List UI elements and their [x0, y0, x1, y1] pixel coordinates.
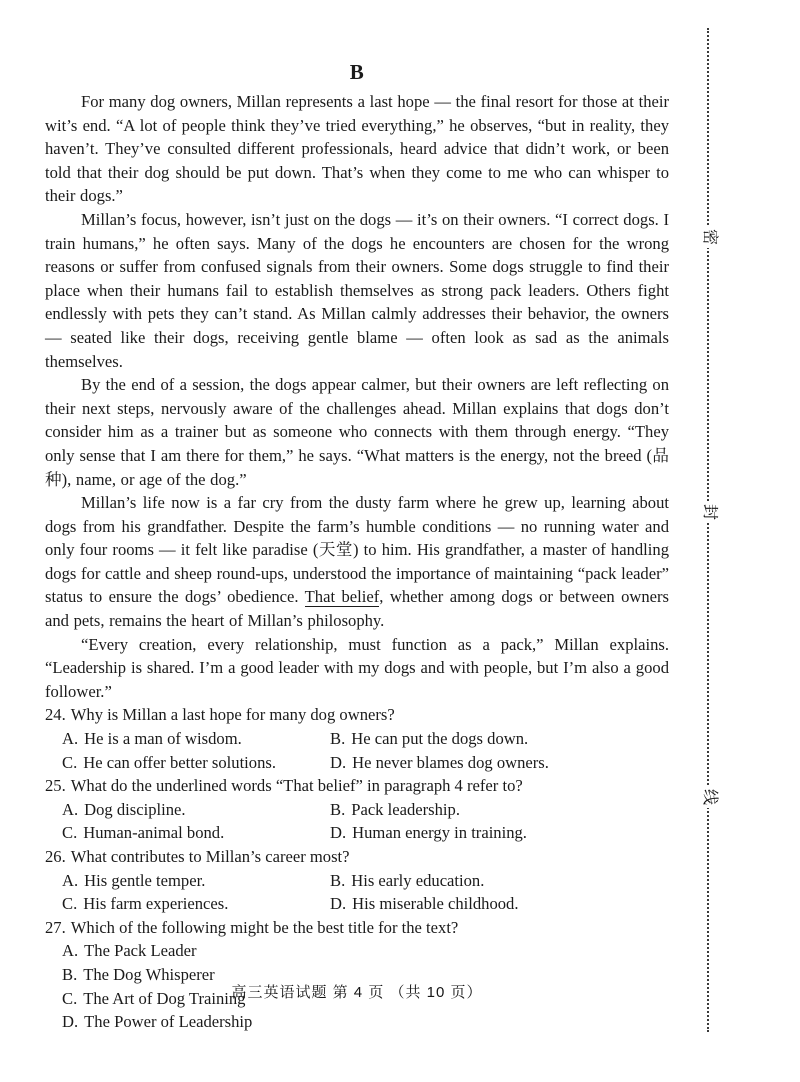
option-text: Human-animal bond.: [83, 823, 225, 843]
question-26-option-d: [330, 892, 669, 916]
paragraph-4-text-after: , whether among dogs or between owners and pets, remains the heart of Millan’s philosophy.: [45, 587, 669, 631]
question-27: [45, 916, 669, 1034]
question-26-stem: [45, 845, 669, 869]
option-text: The Art of Dog Training: [83, 988, 246, 1008]
question-27-text: Which of the following might be the best title for the text?: [70, 917, 459, 937]
option-text: Human energy in training.: [352, 823, 527, 843]
paragraph-4-text-before: Millan’s life now is a far cry from the dusty farm where he grew up, learning about dogs from his grandfather. Despite the farm’s humble conditions — no running water and only four rooms — it felt like paradise (天堂) to him. His grandfather, a master of handling dogs for cattle and sheep round-ups, understood the importance of maintaining “pack leader” status to ensure the dogs’ obedience.: [45, 493, 669, 607]
passage-paragraph-3: By the end of a session, the dogs appear calmer, but their owners are left reflecting on their next steps, nervously aware of the challenges ahead. Millan explains that dogs don’t consider him as a trainer but as someone who connects with them through energy. “They only sense that I am there for them,” he says. “What matters is the energy, not the breed (品种), name, or age of the dog.”: [45, 375, 669, 489]
question-26-text: What contributes to Millan’s career most?: [70, 847, 350, 866]
question-27-option-d: [45, 1010, 669, 1034]
option-text: Dog discipline.: [84, 799, 186, 819]
question-24-text: Why is Millan a last hope for many dog owners?: [70, 705, 395, 725]
question-25-option-a: [62, 798, 330, 822]
option-text: The Pack Leader: [84, 941, 197, 961]
option-text: He can put the dogs down.: [351, 729, 529, 749]
question-26: [45, 845, 669, 916]
option-label: B.: [330, 799, 346, 819]
question-24-number: 24.: [45, 705, 66, 725]
option-label: B.: [62, 964, 78, 984]
section-title: B: [349, 60, 365, 84]
question-24-option-c: [62, 751, 330, 775]
option-label: C.: [62, 894, 78, 914]
question-25-option-c: [62, 821, 330, 845]
option-label: A.: [62, 729, 79, 749]
question-24-option-b: [330, 727, 669, 751]
option-label: D.: [330, 752, 347, 772]
binding-line-char-2: 封: [698, 501, 720, 523]
option-label: C.: [62, 823, 78, 843]
question-25: [45, 774, 669, 845]
option-label: B.: [330, 729, 346, 749]
option-label: D.: [330, 823, 347, 843]
passage-and-questions: [45, 56, 669, 1034]
question-27-option-a: [45, 939, 669, 963]
question-27-stem: [45, 916, 669, 940]
question-26-option-a: [62, 869, 330, 893]
option-text: His miserable childhood.: [352, 894, 519, 914]
question-26-options-row-1: [45, 869, 669, 893]
option-text: He never blames dog owners.: [352, 752, 549, 772]
option-label: A.: [62, 941, 79, 961]
option-label: B.: [330, 870, 346, 890]
underlined-phrase: That belief: [304, 587, 380, 607]
question-25-text: What do the underlined words “That belief” in paragraph 4 refer to?: [70, 776, 523, 796]
question-24-option-d: [330, 751, 669, 775]
question-26-option-b: [330, 869, 669, 893]
question-24-options-row-2: [45, 751, 669, 775]
question-26-options-row-2: [45, 892, 669, 916]
option-label: C.: [62, 752, 78, 772]
option-label: A.: [62, 799, 79, 819]
question-25-option-d: [330, 821, 669, 845]
option-label: D.: [62, 1012, 79, 1032]
question-24-stem: [45, 703, 669, 727]
option-text: The Dog Whisperer: [83, 964, 215, 984]
footer-page-number: 高三英语试题 第 4 页 （共 10 页）: [231, 984, 483, 1001]
option-text: His gentle temper.: [84, 870, 206, 890]
question-27-number: 27.: [45, 917, 66, 937]
binding-line-char-3: 线: [698, 786, 720, 808]
question-26-option-c: [62, 892, 330, 916]
question-24: [45, 703, 669, 774]
question-25-number: 25.: [45, 776, 66, 796]
option-label: C.: [62, 988, 78, 1008]
option-text: His farm experiences.: [83, 894, 229, 914]
question-25-options-row-1: [45, 798, 669, 822]
binding-line-char-1: 密: [698, 226, 720, 248]
question-26-number: 26.: [45, 847, 66, 866]
option-text: Pack leadership.: [351, 799, 460, 819]
question-25-stem: [45, 774, 669, 798]
question-25-options-row-2: [45, 821, 669, 845]
option-text: He is a man of wisdom.: [84, 729, 242, 749]
passage-paragraph-2: Millan’s focus, however, isn’t just on the dogs — it’s on their owners. “I correct dogs. I train humans,” he often says. Many of the dogs he encounters are chosen for the wrong reasons or suffer from confused signals from their owners. Some dogs struggle to find their place when their humans fail to establish themselves as strong pack leaders. Others fight endlessly with pets they can’t stand. As Millan calmly addresses their behavior, the owners — seated like their dogs, receiving gentle blame — often look as sad as the animals themselves.: [45, 209, 669, 371]
option-text: He can offer better solutions.: [83, 752, 276, 772]
passage-paragraph-5: “Every creation, every relationship, must function as a pack,” Millan explains. “Leadership is shared. I’m a good leader with my dogs and with people, but I’m also a good follower.”: [45, 634, 669, 701]
passage-paragraph-1: For many dog owners, Millan represents a last hope — the final resort for those at their wit’s end. “A lot of people think they’ve tried everything,” he observes, “but in reality, they haven’t. They’ve consulted different professionals, heard advice that didn’t work, or been told that their dog should be put down. That’s when they come to me who can whisper to their dogs.”: [45, 92, 669, 206]
binding-line: [701, 28, 718, 1032]
question-24-options-row-1: [45, 727, 669, 751]
option-label: A.: [62, 870, 79, 890]
option-text: His early education.: [351, 870, 485, 890]
option-label: D.: [330, 894, 347, 914]
passage-paragraph-4: [45, 491, 669, 633]
question-24-option-a: [62, 727, 330, 751]
option-text: The Power of Leadership: [84, 1012, 253, 1032]
question-25-option-b: [330, 798, 669, 822]
